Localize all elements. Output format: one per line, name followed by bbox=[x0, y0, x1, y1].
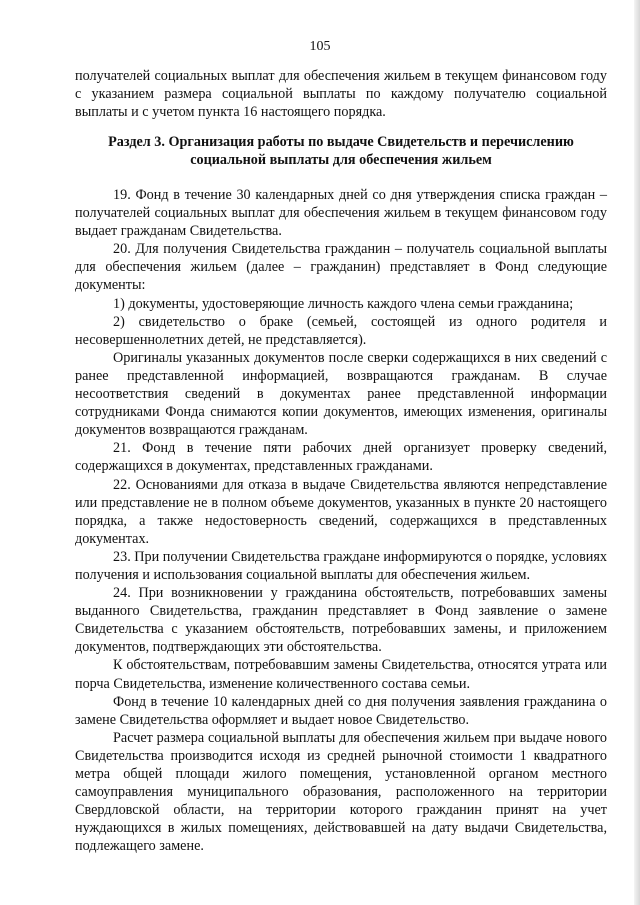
list-item-2: 2) свидетельство о браке (семьей, состоящей из одного родителя и несовершеннолетних детей, не представляется). bbox=[75, 313, 607, 348]
page-edge-shadow bbox=[634, 0, 640, 905]
intro-paragraph: получателей социальных выплат для обеспечения жильем в текущем финансовом году с указанием размера социальной выплаты по каждому получателю социальной выплаты и с учетом пункта 16 настоящего порядка. bbox=[75, 68, 607, 121]
document-body bbox=[75, 186, 607, 855]
paragraph-24: 24. При возникновении у гражданина обстоятельств, потребовавших замены выданного Свидетельства, гражданин представляет в Фонд заявление о замене Свидетельства с указанием обстоятельств, потребовавших замены, и приложением документов, подтверждающих эти обстоятельства. bbox=[75, 585, 607, 656]
paragraph-22: 22. Основаниями для отказа в выдаче Свидетельства являются непредставление или представление не в полном объеме документов, указанных в пункте 20 настоящего порядка, а также недостоверность сведений, содержащихся в представленных документах. bbox=[75, 476, 607, 547]
page-number: 105 bbox=[309, 39, 331, 54]
paragraph-23: 23. При получении Свидетельства граждане информируются о порядке, условиях получения и использования социальной выплаты для обеспечения жильем. bbox=[75, 548, 607, 583]
intro-block bbox=[75, 67, 607, 121]
paragraph-calculation: Расчет размера социальной выплаты для обеспечения жильем при выдаче нового Свидетельства производится исходя из средней рыночной стоимости 1 квадратного метра общей площади жилого помещения, установленной органом местного самоуправления муниципального образования, расположенного на территории Свердловской области, на территории которого гражданин принят на учет нуждающихся в жилых помещениях, действовавшей на дату выдачи Свидетельства, подлежащего замене. bbox=[75, 729, 607, 855]
paragraph-new-certificate: Фонд в течение 10 календарных дней со дня получения заявления гражданина о замене Свидетельства оформляет и выдает новое Свидетельство. bbox=[75, 693, 607, 728]
paragraph-originals: Оригиналы указанных документов после сверки содержащихся в них сведений с ранее представленной информацией, возвращаются гражданам. В случае несоответствия сведений в документах ранее представленной информации сотрудниками Фонда снимаются копии документов, имеющих изменения, оригиналы документов возвращаются гражданам. bbox=[75, 349, 607, 439]
paragraph-circumstances: К обстоятельствам, потребовавшим замены Свидетельства, относятся утрата или порча Свидетельства, изменение количественного состава семьи. bbox=[75, 657, 607, 692]
paragraph-20: 20. Для получения Свидетельства гражданин – получатель социальной выплаты для обеспечения жильем (далее – гражданин) представляет в Фонд следующие документы: bbox=[75, 241, 607, 294]
section-heading: Раздел 3. Организация работы по выдаче Свидетельств и перечислению социальной выплаты для обеспечения жильем bbox=[108, 134, 574, 169]
paragraph-21: 21. Фонд в течение пяти рабочих дней организует проверку сведений, содержащихся в документах, представленных гражданами. bbox=[75, 440, 607, 475]
paragraph-19: 19. Фонд в течение 30 календарных дней со дня утверждения списка граждан – получателей социальных выплат для обеспечения жильем в текущем финансовом году выдает гражданам Свидетельства. bbox=[75, 187, 607, 240]
list-item-1: 1) документы, удостоверяющие личность каждого члена семьи гражданина; bbox=[113, 295, 574, 312]
